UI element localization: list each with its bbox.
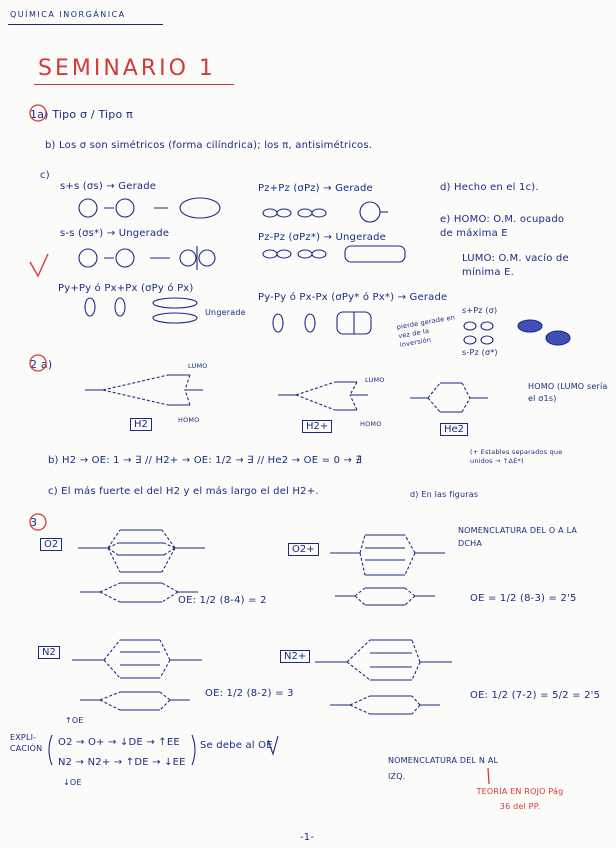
q2-homo-note: HOMO (LUMO sería el σ1s) — [528, 382, 608, 403]
page-header: QUÍMICA INORGÁNICA — [10, 10, 126, 19]
q1-pz-sigma: Pz+Pz (σPz) → Gerade — [258, 183, 373, 194]
q2-he2-box: He2 — [440, 423, 468, 436]
q1-ss-sigma: s+s (σs) → Gerade — [60, 181, 157, 192]
q3-teoria: TEORÍA EN ROJO Pág 36 del PP. — [476, 787, 564, 811]
q3-expl-label: EXPLI-CACIÓN — [10, 733, 43, 753]
o2plus-mo-diagram — [330, 535, 445, 605]
q1-a: 1a) Tipo σ / Tipo π — [30, 108, 133, 121]
q3-n2-oe: OE: 1/2 (8-2) = 3 — [205, 688, 294, 699]
n2plus-mo-diagram — [315, 640, 452, 714]
p-pi-bonding — [85, 298, 197, 323]
p-pi-antibonding — [273, 312, 371, 334]
q3-expl-note: Se debe al OE — [200, 740, 273, 751]
q2-homo-h2: HOMO — [178, 416, 200, 424]
circle-1-marker — [30, 105, 46, 121]
red-mark — [488, 768, 489, 784]
q3-expl-line1: O2 → O+ → ↓DE → ↑EE — [58, 737, 180, 748]
q2-lumo-h2plus: LUMO — [365, 376, 385, 384]
q1-side-note: pierde gerade en vez de la inversión — [396, 313, 456, 350]
q1-px-pi-result: Ungerade — [205, 308, 246, 317]
o2-mo-diagram — [78, 530, 205, 602]
s-orbital-bonding — [79, 198, 220, 218]
slash-mark — [268, 736, 278, 754]
q2-h2-box: H2 — [130, 418, 152, 431]
q3-expl-line2: N2 → N2+ → ↑DE → ↓EE — [58, 757, 186, 768]
q1-px-pi: Py+Py ó Px+Px (σPy ó Px) — [58, 283, 194, 294]
circle-3-marker — [30, 514, 46, 530]
q3-n2plus-box: N2+ — [280, 650, 310, 663]
q3-loe: ↓OE — [63, 778, 82, 787]
q3-o2-oe: OE: 1/2 (8-4) = 2 — [178, 595, 267, 606]
q1-b: b) Los σ son simétricos (forma cilíndrica); los π, antisimétricos. — [45, 140, 373, 151]
s-pz-diagram — [464, 320, 570, 345]
q1-side-sigma-star: s-Pz (σ*) — [462, 348, 498, 357]
q1-e-homo: e) HOMO: O.M. ocupado de máxima E — [440, 214, 565, 239]
q2-h2plus-box: H2+ — [302, 420, 332, 433]
q3-o2-box: O2 — [40, 538, 62, 551]
q2-b: b) H2 → OE: 1 → ∃ // H2+ → OE: 1/2 → ∃ // He2 → OE = 0 → ∄ — [48, 455, 362, 466]
q1-px-pi-star: Py-Py ó Px-Px (σPy* ó Px*) → Gerade — [258, 292, 448, 303]
q2-b-note: (+ Estables separados que unidos → ↑ΔE*) — [470, 448, 563, 465]
page-number: -1- — [300, 832, 315, 843]
q3-n2plus-oe: OE: 1/2 (7-2) = 5/2 = 2'5 — [470, 690, 601, 701]
q1-side-sigma: s+Pz (σ) — [462, 306, 498, 315]
he2-mo-diagram — [410, 383, 488, 412]
red-check-mark — [30, 254, 48, 276]
n2-mo-diagram — [72, 640, 202, 710]
circle-2-marker — [30, 355, 46, 371]
q1-d: d) Hecho en el 1c). — [440, 182, 539, 193]
pz-antibonding — [263, 246, 405, 262]
q1-e-lumo: LUMO: O.M. vacío de mínima E. — [462, 253, 569, 278]
pz-bonding — [263, 202, 388, 222]
h2-mo-diagram — [85, 375, 203, 405]
q3-label: 3 — [30, 516, 38, 529]
q3-roe: ↑OE — [65, 716, 84, 725]
q3-nomen2: NOMENCLATURA DEL N AL IZQ. — [388, 756, 499, 781]
q3-o2plus-box: O2+ — [288, 543, 319, 556]
q2-d: d) En las figuras — [410, 490, 479, 499]
q3-nomen1: NOMENCLATURA DEL O A LA DCHA — [458, 526, 578, 548]
brace-left — [49, 735, 52, 765]
q1-c-label: c) — [40, 170, 50, 181]
brace-right — [192, 735, 195, 765]
q3-o2plus-oe: OE = 1/2 (8-3) = 2'5 — [470, 593, 577, 604]
page-title: SEMINARIO 1 — [38, 56, 216, 81]
h2plus-mo-diagram — [278, 382, 368, 410]
q3-n2-box: N2 — [38, 646, 60, 659]
q2-homo-h2plus: HOMO — [360, 420, 382, 428]
q2-lumo-h2: LUMO — [188, 362, 208, 370]
q2-label: 2 a) — [30, 358, 53, 371]
q1-ss-sigma-star: s-s (σs*) → Ungerade — [60, 228, 170, 239]
q1-pz-sigma-star: Pz-Pz (σPz*) → Ungerade — [258, 232, 386, 243]
q2-c: c) El más fuerte el del H2 y el más largo el del H2+. — [48, 486, 319, 497]
s-orbital-antibonding — [79, 246, 215, 270]
